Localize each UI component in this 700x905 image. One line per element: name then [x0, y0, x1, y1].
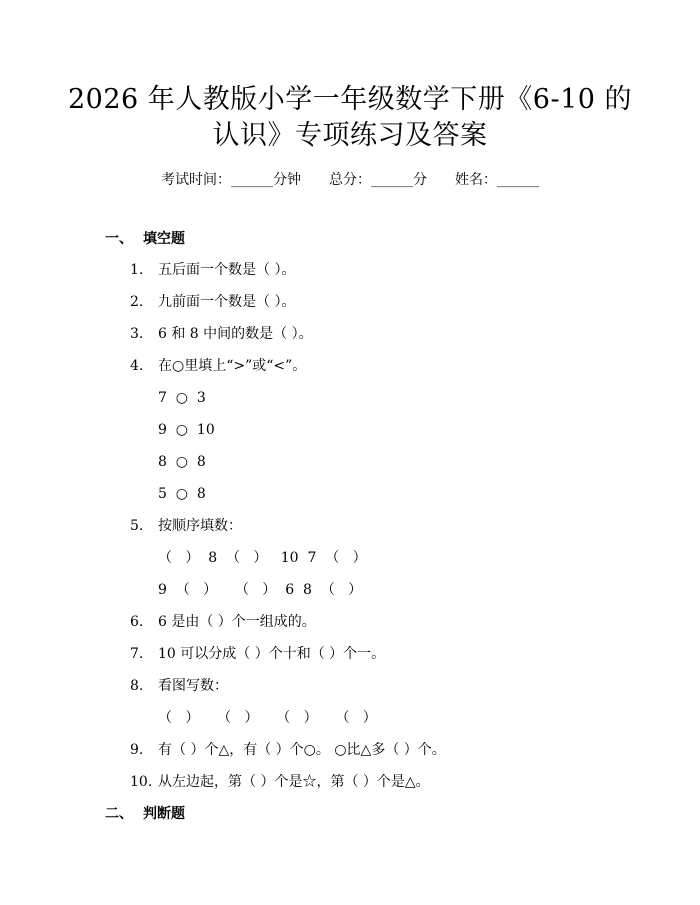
sequence-line: 9 （ ） （ ） 6 8 （ ）: [158, 582, 363, 598]
question-item: [130, 292, 295, 312]
question-text: 从左边起，第（ ）个是☆，第（ ）个是△。: [158, 774, 430, 790]
question-item: [130, 644, 385, 664]
total-score-blank: ______: [371, 172, 413, 188]
total-score-field: [329, 172, 427, 188]
question-number: 2.: [130, 294, 144, 310]
question-text: 6 和 8 中间的数是（ ）。: [158, 326, 313, 342]
question-item: [130, 324, 313, 344]
document-title-line-2: 认识》专项练习及答案: [212, 120, 488, 151]
question-number: 10.: [130, 774, 153, 790]
total-score-label: 总分：: [329, 172, 371, 188]
question-text: 在○里填上“>”或“<”。: [158, 358, 307, 374]
exam-time-label: 考试时间：: [161, 172, 231, 188]
section-number: 二、: [105, 806, 133, 822]
question-text: 有（ ）个△，有（ ）个○。 ○比△多（ ）个。: [158, 742, 446, 758]
question-item: [130, 356, 306, 376]
exam-time-field: [161, 172, 301, 188]
question-number: 9.: [130, 742, 144, 758]
section-title: 判断题: [143, 806, 185, 822]
question-text: 九前面一个数是（ ）。: [158, 294, 296, 310]
question-item: [130, 676, 228, 696]
question-text: 五后面一个数是（ ）。: [158, 262, 296, 278]
section-title: 填空题: [143, 231, 185, 247]
question-item: [130, 516, 242, 536]
question-number: 3.: [130, 326, 144, 342]
student-name-blank: ______: [497, 172, 539, 188]
comparison-line: 7 ○ 3: [158, 390, 206, 406]
student-name-label: 姓名：: [455, 172, 497, 188]
comparison-line: 5 ○ 8: [158, 486, 206, 502]
question-number: 5.: [130, 518, 144, 534]
document-title-line-1: 2026 年人教版小学一年级数学下册《6-10 的: [67, 84, 633, 115]
question-number: 7.: [130, 646, 144, 662]
question-text: 6 是由（ ）个一组成的。: [158, 614, 316, 630]
question-text: 10 可以分成（ ）个十和（ ）个一。: [158, 646, 386, 662]
question-number: 1.: [130, 262, 144, 278]
student-name-field: [455, 172, 539, 188]
question-item: [130, 260, 295, 280]
question-item: [130, 772, 430, 792]
question-text: 看图写数：: [158, 678, 228, 694]
question-number: 4.: [130, 358, 144, 374]
exam-time-unit: 分钟: [273, 172, 301, 188]
comparison-line: 8 ○ 8: [158, 454, 206, 470]
question-text: 按顺序填数：: [158, 518, 242, 534]
sequence-line: （ ） 8 （ ） 10 7 （ ）: [158, 550, 367, 566]
question-number: 8.: [130, 678, 144, 694]
total-score-unit: 分: [413, 172, 427, 188]
comparison-line: 9 ○ 10: [158, 422, 215, 438]
question-item: [130, 612, 316, 632]
question-item: [130, 740, 446, 760]
section-number: 一、: [105, 231, 133, 247]
section-heading-true-false: [105, 804, 185, 824]
exam-time-blank: ______: [231, 172, 273, 188]
exam-meta-row: [0, 170, 700, 190]
question-number: 6.: [130, 614, 144, 630]
picture-count-answers: （ ） （ ） （ ） （ ）: [158, 710, 377, 726]
section-heading-fill-in: [105, 229, 185, 249]
